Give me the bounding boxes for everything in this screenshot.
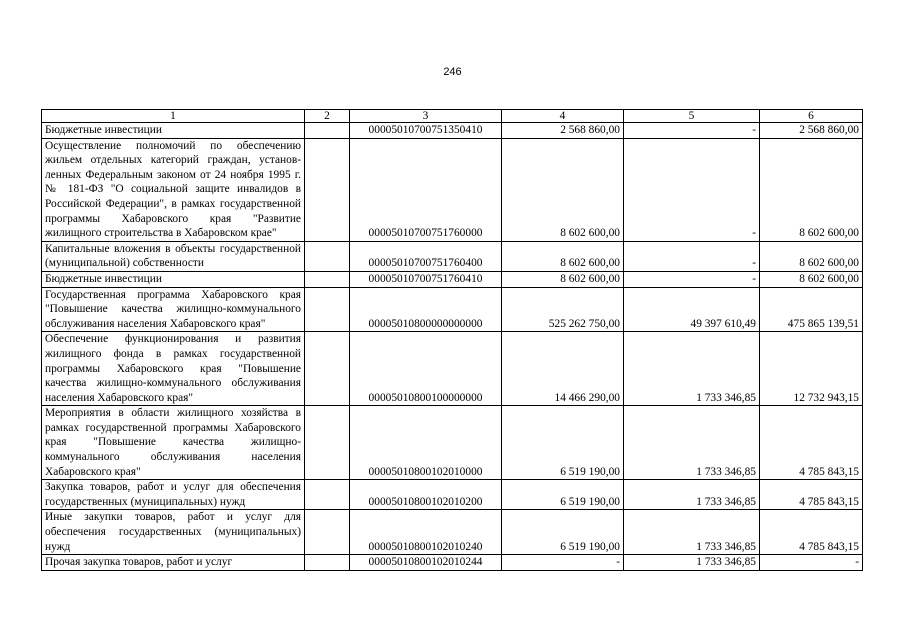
row-name-cell: Осуществление полномочий по обеспечению жильем отдельных категорий граждан, установленных Федеральным законом от 24 ноября 1995 г. № 181-ФЗ "О социальной защите инвалидов в Российской Федерации", в рамках государственной программы Хабаровского края "Развитие жилищного строительства в Хабаровском крае" <box>42 138 305 241</box>
row-col6-cell: - <box>760 555 863 571</box>
row-col4-cell: 525 262 750,00 <box>502 287 624 332</box>
row-col2-cell <box>305 555 350 571</box>
row-code-cell: 00005010700751760410 <box>350 271 502 287</box>
table-row <box>42 241 863 271</box>
row-col2-cell <box>305 510 350 555</box>
page-number: 246 <box>443 66 462 78</box>
row-col2-cell <box>305 241 350 271</box>
table-row <box>42 406 863 480</box>
table-row <box>42 555 863 571</box>
row-col2-cell <box>305 480 350 510</box>
header-col-3: 3 <box>350 110 502 123</box>
row-col6-cell: 475 865 139,51 <box>760 287 863 332</box>
table-row <box>42 332 863 406</box>
row-col5-cell: 1 733 346,85 <box>624 406 760 480</box>
header-col-1: 1 <box>42 110 305 123</box>
row-col4-cell: 2 568 860,00 <box>502 123 624 139</box>
row-col6-cell: 4 785 843,15 <box>760 406 863 480</box>
row-col6-cell: 4 785 843,15 <box>760 480 863 510</box>
table-row <box>42 480 863 510</box>
row-code-cell: 00005010800100000000 <box>350 332 502 406</box>
table-row <box>42 287 863 332</box>
row-col4-cell: 6 519 190,00 <box>502 406 624 480</box>
row-code-cell: 00005010700751760000 <box>350 138 502 241</box>
row-code-cell: 00005010700751760400 <box>350 241 502 271</box>
row-col2-cell <box>305 406 350 480</box>
row-code-cell: 00005010800102010240 <box>350 510 502 555</box>
row-name-cell: Капитальные вложения в объекты государственной (муниципальной) собственности <box>42 241 305 271</box>
row-col5-cell: 1 733 346,85 <box>624 555 760 571</box>
row-col6-cell: 2 568 860,00 <box>760 123 863 139</box>
row-name-cell: Прочая закупка товаров, работ и услуг <box>42 555 305 571</box>
budget-table <box>41 109 863 571</box>
row-col4-cell: 6 519 190,00 <box>502 480 624 510</box>
row-col2-cell <box>305 123 350 139</box>
table-header-row <box>42 110 863 123</box>
row-col6-cell: 8 602 600,00 <box>760 271 863 287</box>
row-col5-cell: 1 733 346,85 <box>624 332 760 406</box>
header-col-6: 6 <box>760 110 863 123</box>
row-col5-cell: - <box>624 241 760 271</box>
row-col6-cell: 8 602 600,00 <box>760 241 863 271</box>
row-col2-cell <box>305 287 350 332</box>
row-name-cell: Закупка товаров, работ и услуг для обеспечения государственных (муниципальных) нужд <box>42 480 305 510</box>
row-name-cell: Обеспечение функционирования и развития жилищного фонда в рамках государственной программы Хабаровского края "Повышение качества жилищно-коммунального обслуживания населения Хабаровского края" <box>42 332 305 406</box>
row-col4-cell: - <box>502 555 624 571</box>
row-code-cell: 00005010800000000000 <box>350 287 502 332</box>
row-col4-cell: 8 602 600,00 <box>502 241 624 271</box>
row-name-cell: Мероприятия в области жилищного хозяйства в рамках государственной программы Хабаровского края "Повышение качества жилищно-коммунального обслуживания населения Хабаровского края" <box>42 406 305 480</box>
header-col-5: 5 <box>624 110 760 123</box>
header-col-2: 2 <box>305 110 350 123</box>
row-code-cell: 00005010700751350410 <box>350 123 502 139</box>
row-col6-cell: 4 785 843,15 <box>760 510 863 555</box>
table-row <box>42 271 863 287</box>
header-col-4: 4 <box>502 110 624 123</box>
row-name-cell: Государственная программа Хабаровского края "Повышение качества жилищно-коммунального обслуживания населения Хабаровского края" <box>42 287 305 332</box>
row-col4-cell: 14 466 290,00 <box>502 332 624 406</box>
row-name-cell: Иные закупки товаров, работ и услуг для обеспечения государственных (муниципальных) нужд <box>42 510 305 555</box>
row-col6-cell: 8 602 600,00 <box>760 138 863 241</box>
row-col2-cell <box>305 332 350 406</box>
row-col5-cell: - <box>624 271 760 287</box>
table-row <box>42 123 863 139</box>
row-col4-cell: 6 519 190,00 <box>502 510 624 555</box>
table-row <box>42 510 863 555</box>
row-name-cell: Бюджетные инвестиции <box>42 271 305 287</box>
row-col5-cell: 1 733 346,85 <box>624 480 760 510</box>
row-col4-cell: 8 602 600,00 <box>502 138 624 241</box>
table-row <box>42 138 863 241</box>
row-name-cell: Бюджетные инвестиции <box>42 123 305 139</box>
row-col6-cell: 12 732 943,15 <box>760 332 863 406</box>
row-col5-cell: - <box>624 138 760 241</box>
row-code-cell: 00005010800102010000 <box>350 406 502 480</box>
row-col5-cell: - <box>624 123 760 139</box>
row-code-cell: 00005010800102010200 <box>350 480 502 510</box>
row-col5-cell: 1 733 346,85 <box>624 510 760 555</box>
row-code-cell: 00005010800102010244 <box>350 555 502 571</box>
row-col5-cell: 49 397 610,49 <box>624 287 760 332</box>
row-col2-cell <box>305 271 350 287</box>
row-col4-cell: 8 602 600,00 <box>502 271 624 287</box>
row-col2-cell <box>305 138 350 241</box>
